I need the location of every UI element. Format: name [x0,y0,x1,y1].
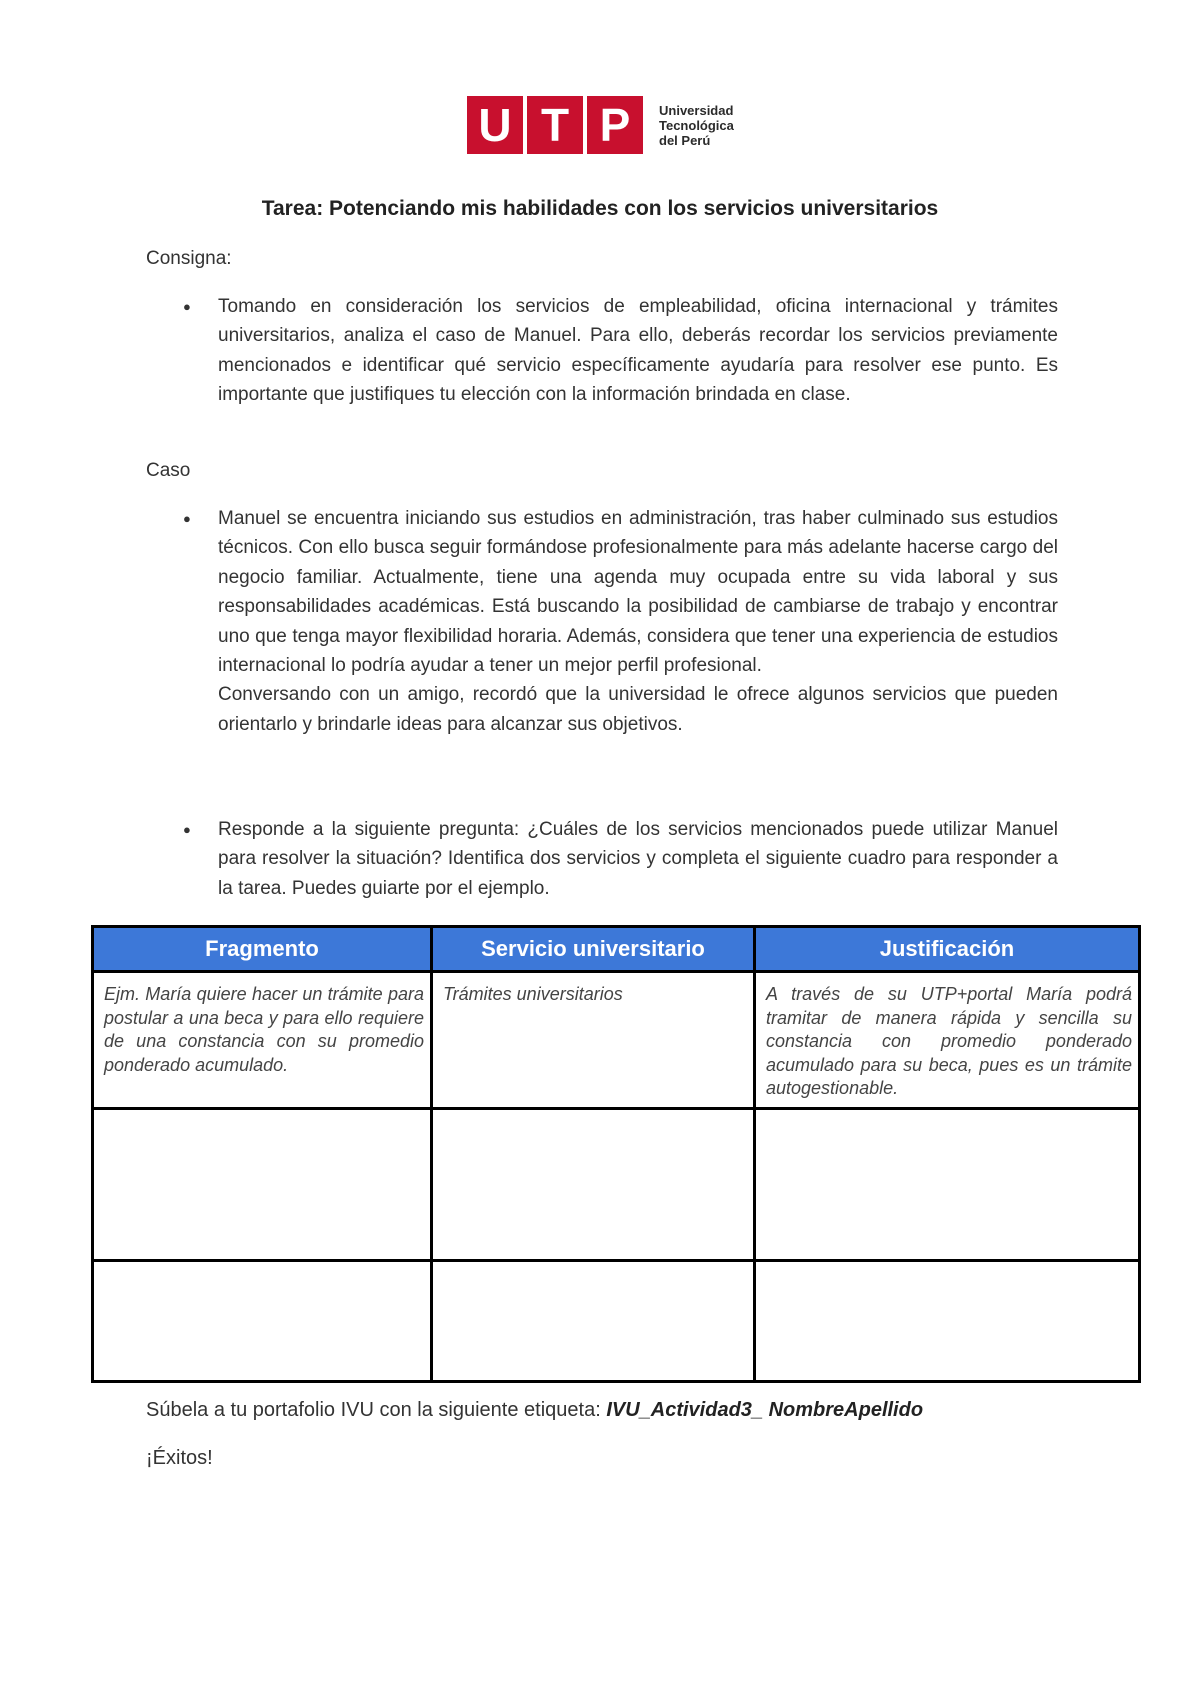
table-row-example [93,972,1140,1109]
logo-letter-p: P [587,96,643,154]
example-fragmento: Ejm. María quiere hacer un trámite para postular a una beca y para ello requiere de una constancia con su promedio ponderado acumulado. [93,972,432,1109]
table-header-row [93,927,1140,972]
consigna-label: Consigna: [146,248,232,269]
caso-label: Caso [146,460,191,481]
utp-logo [467,90,747,160]
header-servicio: Servicio universitario [432,927,755,972]
answer-cell-fragmento[interactable] [93,1108,432,1260]
page-title: Tarea: Potenciando mis habilidades con los servicios universitarios [261,197,939,220]
header-justificacion: Justificación [755,927,1140,972]
table-row-answer-1 [93,1108,1140,1260]
answer-cell-justificacion[interactable] [755,1108,1140,1260]
logo-university-name: Universidad Tecnológica del Perú [659,102,734,148]
answer-cell-servicio[interactable] [432,1260,755,1381]
example-justificacion: A través de su UTP+portal María podrá tramitar de manera rápida y sencilla su constancia con promedio ponderado acumulado para su beca, pues es un trámite autogestionable. [755,972,1140,1109]
closing-text: ¡Éxitos! [146,1447,213,1469]
consigna-bullet: Tomando en consideración los servicios de empleabilidad, oficina internacional y trámites universitarios, analiza el caso de Manuel. Para ello, deberás recordar los servicios previamente mencionados e identificar qué servicio específicamente ayudaría para resolver ese punto. Es importante que justifiques tu elección con la información brindada en clase. [218,296,1058,406]
bullet-icon: ● [183,511,191,526]
logo-letter-t: T [527,96,583,154]
pregunta-bullet: Responde a la siguiente pregunta: ¿Cuáles de los servicios mencionados puede utilizar Manuel para resolver la situación? Identifica dos servicios y completa el siguiente cuadro para responder a la tarea. Puedes guiarte por el ejemplo. [218,819,1058,899]
answer-table [91,925,1141,1383]
answer-cell-justificacion[interactable] [755,1260,1140,1381]
header-fragmento: Fragmento [93,927,432,972]
bullet-icon: ● [183,299,191,314]
caso-bullet [218,504,1058,739]
bullet-icon: ● [183,822,191,837]
caso-paragraph: Manuel se encuentra iniciando sus estudios en administración, tras haber culminado sus estudios técnicos. Con ello busca seguir formándose profesionalmente para más adelante hacerse cargo del negocio familiar. Actualmente, tiene una agenda muy ocupada entre su vida laboral y sus responsabilidades académicas. Está buscando la posibilidad de cambiarse de trabajo y encontrar uno que tenga mayor flexibilidad horaria. Además, considera que tener una experiencia de estudios internacional lo podría ayudar a tener un mejor perfil profesional. [218,508,1058,677]
caso-paragraph: Conversando con un amigo, recordó que la universidad le ofrece algunos servicios que pueden orientarlo y brindarle ideas para alcanzar sus objetivos. [218,684,1058,735]
example-servicio: Trámites universitarios [432,972,755,1109]
logo-letter-u: U [467,96,523,154]
upload-tag: IVU_Actividad3_ NombreApellido [606,1399,924,1421]
answer-cell-servicio[interactable] [432,1108,755,1260]
table-row-answer-2 [93,1260,1140,1381]
answer-cell-fragmento[interactable] [93,1260,432,1381]
upload-instruction: Súbela a tu portafolio IVU con la siguiente etiqueta: IVU_Actividad3_ NombreApellido [146,1399,924,1421]
